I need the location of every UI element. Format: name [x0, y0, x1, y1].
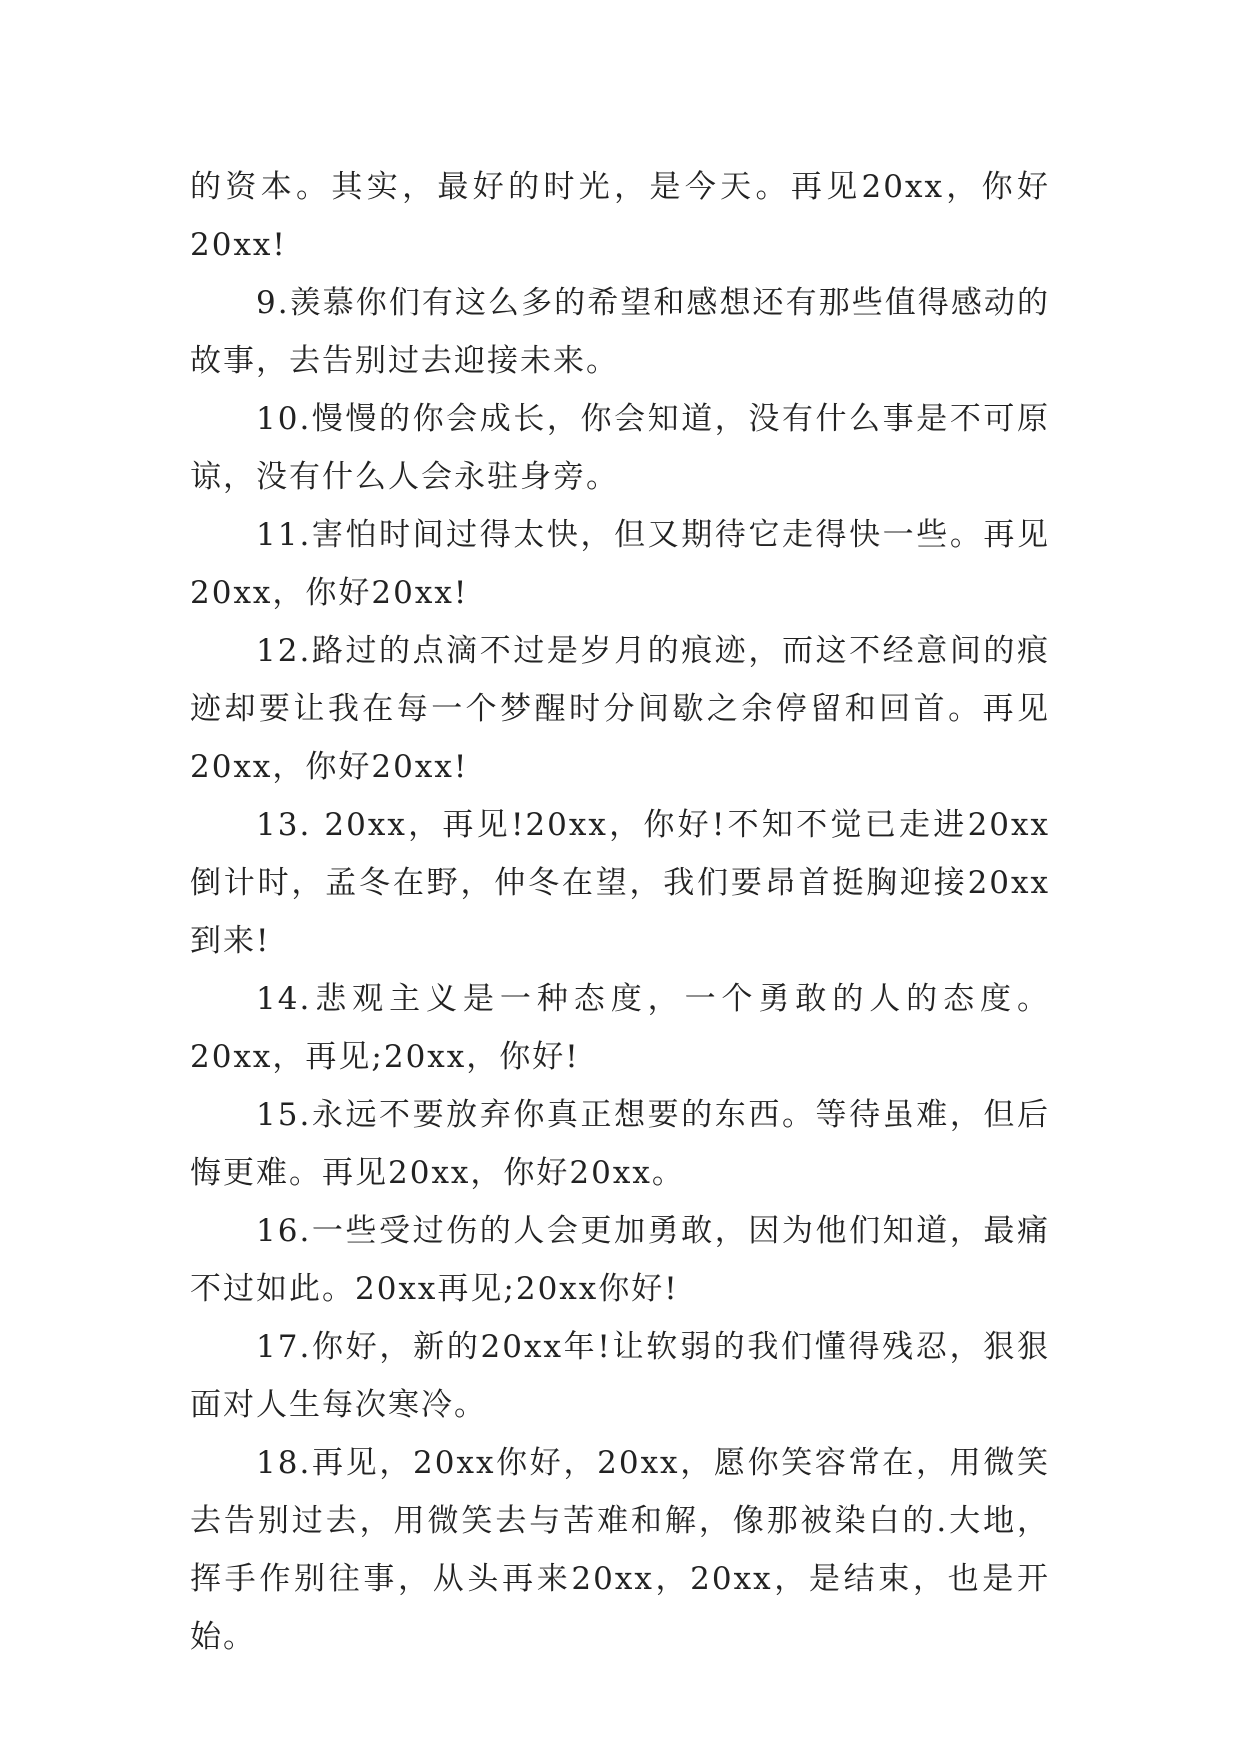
paragraph-12: 12.路过的点滴不过是岁月的痕迹，而这不经意间的痕迹却要让我在每一个梦醒时分间歇之余停留和回首。再见20xx，你好20xx! — [190, 633, 1050, 785]
paragraph-continued: 的资本。其实，最好的时光，是今天。再见20xx，你好20xx! — [190, 169, 1050, 263]
paragraph-15: 15.永远不要放弃你真正想要的东西。等待虽难，但后悔更难。再见20xx，你好20xx。 — [190, 1097, 1050, 1191]
paragraph-10: 10.慢慢的你会成长，你会知道，没有什么事是不可原谅，没有什么人会永驻身旁。 — [190, 401, 1050, 495]
paragraph-16: 16.一些受过伤的人会更加勇敢，因为他们知道，最痛不过如此。20xx再见;20xx你好! — [190, 1213, 1050, 1307]
document-body — [190, 158, 1050, 1666]
paragraph-17: 17.你好，新的20xx年!让软弱的我们懂得残忍，狠狠面对人生每次寒冷。 — [190, 1329, 1050, 1423]
paragraph-13: 13. 20xx，再见!20xx，你好!不知不觉已走进20xx倒计时，孟冬在野，仲冬在望，我们要昂首挺胸迎接20xx到来! — [190, 807, 1050, 959]
paragraph-18: 18.再见，20xx你好，20xx，愿你笑容常在，用微笑去告别过去，用微笑去与苦难和解，像那被染白的.大地，挥手作别往事，从头再来20xx，20xx，是结束，也是开始。 — [190, 1445, 1050, 1655]
paragraph-14: 14.悲观主义是一种态度，一个勇敢的人的态度。20xx，再见;20xx，你好! — [190, 981, 1050, 1075]
paragraph-11: 11.害怕时间过得太快，但又期待它走得快一些。再见20xx，你好20xx! — [190, 517, 1050, 611]
paragraph-9: 9.羡慕你们有这么多的希望和感想还有那些值得感动的故事，去告别过去迎接未来。 — [190, 285, 1050, 379]
